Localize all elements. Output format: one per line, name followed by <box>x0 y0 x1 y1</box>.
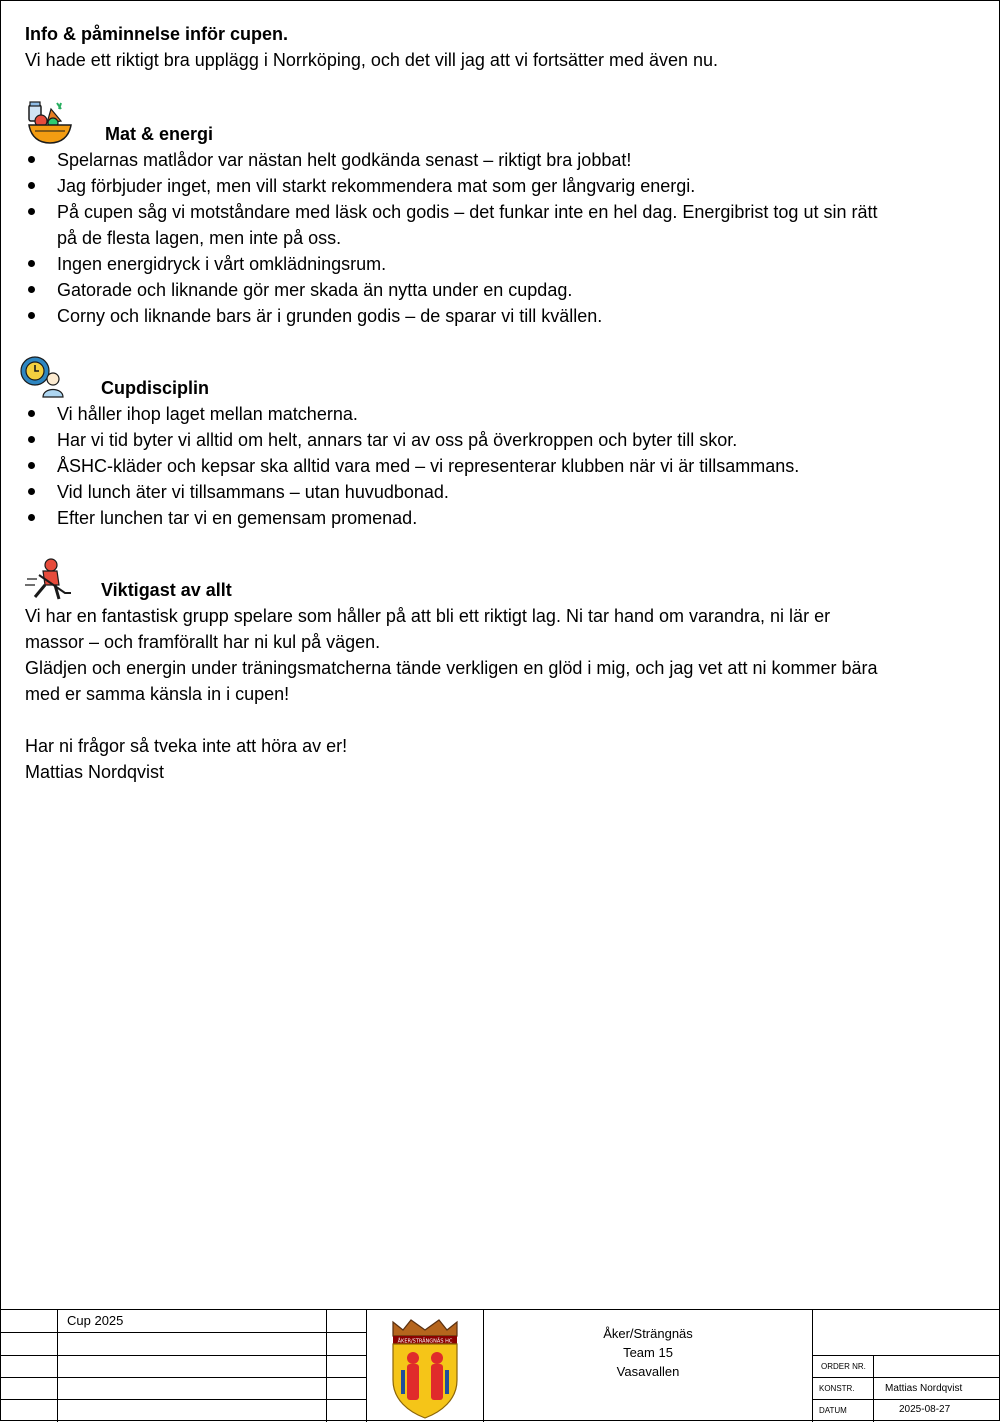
list-item: På cupen såg vi motståndare med läsk och godis – det funkar inte en hel dag. Energibrist tog ut sin rätt på de flesta lagen, men inte på oss. <box>25 199 975 251</box>
paragraph-line: Vi har en fantastisk grupp spelare som håller på att bli ett riktigt lag. Ni tar hand om varandra, ni lär er <box>25 606 831 626</box>
order-label: ORDER NR. <box>821 1362 866 1371</box>
bullet-icon <box>28 208 35 215</box>
bullet-list <box>25 401 975 531</box>
hockey-player-icon <box>25 557 75 603</box>
section-viktigast <box>25 557 975 707</box>
team-line: Åker/Strängnäs <box>603 1326 693 1341</box>
datum-label: DATUM <box>819 1406 847 1415</box>
bullet-icon <box>28 286 35 293</box>
konstr-label: KONSTR. <box>819 1384 855 1393</box>
list-item: Gatorade och liknande gör mer skada än nytta under en cupdag. <box>25 277 975 303</box>
list-item: Vid lunch äter vi tillsammans – utan huvudbonad. <box>25 479 975 505</box>
bullet-icon <box>28 182 35 189</box>
list-item: Efter lunchen tar vi en gemensam promenad. <box>25 505 975 531</box>
bullet-icon <box>28 514 35 521</box>
list-item: Ingen energidryck i vårt omklädningsrum. <box>25 251 975 277</box>
project-name: Cup 2025 <box>67 1313 124 1328</box>
bullet-icon <box>28 312 35 319</box>
club-crest-logo <box>389 1318 461 1420</box>
section-title: Viktigast av allt <box>101 580 232 600</box>
paragraph-line: Glädjen och energin under träningsmatcherna tände verkligen en glöd i mig, och jag vet att ni kommer bära <box>25 658 878 678</box>
section-title: Cupdisciplin <box>101 378 209 398</box>
team-line: Team 15 <box>623 1345 673 1360</box>
bullet-icon <box>28 156 35 163</box>
food-basket-icon <box>25 101 75 147</box>
list-item: Vi håller ihop laget mellan matcherna. <box>25 401 975 427</box>
document-body <box>25 21 975 785</box>
list-item: Corny och liknande bars är i grunden godis – de sparar vi till kvällen. <box>25 303 975 329</box>
list-item: Spelarnas matlådor var nästan helt godkända senast – riktigt bra jobbat! <box>25 147 975 173</box>
paragraph-line: massor – och framförallt har ni kul på vägen. <box>25 632 381 652</box>
list-item: Jag förbjuder inget, men vill starkt rekommendera mat som ger långvarig energi. <box>25 173 975 199</box>
bullet-icon <box>28 462 35 469</box>
paragraph-line: med er samma känsla in i cupen! <box>25 684 290 704</box>
logo-text: ÅKER/STRÄNGNÄS HC <box>397 1338 453 1345</box>
datum-value: 2025-08-27 <box>899 1404 951 1415</box>
section-cupdisciplin <box>25 355 975 531</box>
bullet-icon <box>28 488 35 495</box>
list-item: Har vi tid byter vi alltid om helt, annars tar vi av oss på överkroppen och byter till skor. <box>25 427 975 453</box>
section-title: Mat & energi <box>105 124 214 144</box>
bullet-icon <box>28 260 35 267</box>
bullet-icon <box>28 410 35 417</box>
title-block <box>1 1309 1000 1422</box>
document-heading: Info & påminnelse inför cupen. <box>25 24 289 44</box>
intro-text: Vi hade ett riktigt bra upplägg i Norrköping, och det vill jag att vi fortsätter med även nu. <box>25 50 719 70</box>
team-line: Vasavallen <box>616 1364 680 1379</box>
time-management-icon <box>19 355 69 401</box>
konstr-value: Mattias Nordqvist <box>885 1383 963 1394</box>
team-info <box>484 1324 812 1381</box>
section-mat-energi <box>25 101 975 329</box>
bullet-icon <box>28 436 35 443</box>
closing-text: Har ni frågor så tveka inte att höra av er! <box>25 736 348 756</box>
bullet-list <box>25 147 975 329</box>
signature: Mattias Nordqvist <box>25 762 165 782</box>
list-item: ÅSHC-kläder och kepsar ska alltid vara med – vi representerar klubben när vi är tillsammans. <box>25 453 975 479</box>
